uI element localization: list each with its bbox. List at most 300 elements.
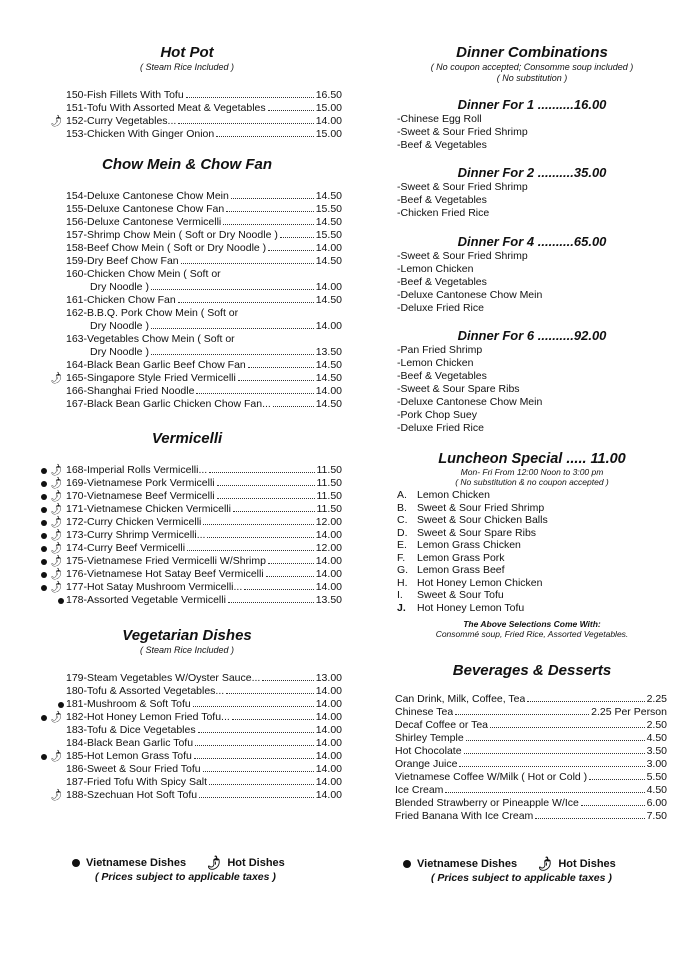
pepper-icon: 🌶︎ [204,853,224,873]
dot-leader [151,328,314,329]
item-name: 153-Chicken With Ginger Onion [66,128,215,140]
item-name: Blended Strawberry or Pineapple W/Ice [395,797,579,809]
dot-leader [244,589,313,590]
dot-leader [151,289,314,290]
menu-item [395,810,667,823]
menu-item [32,115,342,128]
item-name: 175-Vietnamese Fried Vermicelli W/Shrimp [66,555,266,567]
dot-icon [41,507,47,513]
item-name: Can Drink, Milk, Coffee, Tea [395,693,526,705]
vegetarian-list [32,672,342,802]
menu-item [32,529,342,542]
menu-item [32,242,342,255]
dot-leader [459,766,644,767]
item-name: 165-Singapore Style Fried Vermicelli [66,372,236,384]
item-name: Hot Chocolate [395,745,462,757]
menu-item [32,190,342,203]
item-letter: I. [397,589,403,601]
dot-leader [231,198,314,199]
vermicelli-title: Vermicelli [151,430,223,447]
pepper-icon: 🌶︎ [48,114,66,130]
dot-icon [41,520,47,526]
menu-item [32,750,342,763]
item-name: 169-Vietnamese Pork Vermicelli [66,477,215,489]
pepper-icon: 🌶︎ [48,749,66,765]
item-price: 7.50 [646,810,667,822]
item-name: 161-Chicken Chow Fan [66,294,176,306]
item-price: 6.00 [646,797,667,809]
menu-item [32,737,342,750]
combo-item: -Pork Chop Suey [397,409,477,421]
item-letter: D. [397,526,408,539]
item-name: Hot Honey Lemon Chicken [417,576,543,589]
luncheon-subtitle-2: ( No substitution & no coupon accepted ) [455,477,609,487]
vermicelli-list [32,464,342,607]
dot-icon [72,859,80,867]
menu-item [32,581,342,594]
item-name: 152-Curry Vegetables... [66,115,177,127]
item-letter: J. [397,601,406,614]
item-price: 14.00 [315,789,342,801]
menu-item [32,789,342,802]
dinner-for-4-title: Dinner For 4 ..........65.00 [457,234,607,249]
pepper-icon: 🌶︎ [48,788,66,804]
item-name: 179-Steam Vegetables W/Oyster Sauce... [66,672,261,684]
dot-leader [268,250,314,251]
pepper-icon: 🌶︎ [48,541,66,557]
legend-right [403,854,616,874]
item-price: 15.50 [315,229,342,241]
combo-item: -Deluxe Cantonese Chow Mein [397,289,543,301]
pepper-icon: 🌶︎ [48,580,66,596]
beverages-list [395,693,667,823]
pepper-icon: 🌶︎ [48,528,66,544]
menu-item [32,229,342,242]
menu-item [32,128,342,141]
luncheon-title: Luncheon Special ..... 11.00 [438,451,626,467]
dinner-for-1-title: Dinner For 1 ..........16.00 [457,97,607,112]
dot-leader [181,263,314,264]
combo-item: -Beef & Vegetables [397,370,487,382]
dot-icon [41,559,47,565]
item-price: 14.50 [315,398,342,410]
item-name: 188-Szechuan Hot Soft Tofu [66,789,198,801]
menu-item [32,255,342,268]
menu-item [395,784,667,797]
item-price: 11.50 [316,464,342,476]
menu-item [32,490,342,503]
item-name: 158-Beef Chow Mein ( Soft or Dry Noodle ) [66,242,267,254]
vegetarian-subtitle: ( Steam Rice Included ) [139,645,235,655]
item-name: 171-Vietnamese Chicken Vermicelli [66,503,231,515]
item-price: 15.00 [315,128,342,140]
menu-item [395,732,667,745]
dot-leader [199,797,314,798]
dinner-for-6-list [397,344,542,435]
dot-leader [194,758,314,759]
item-name: Sweet & Sour Chicken Balls [417,514,548,526]
item-price: 2.25 [646,693,667,705]
dot-leader [216,136,313,137]
dot-icon [41,546,47,552]
menu-item [32,216,342,229]
menu-item [32,555,342,568]
menu-item [32,477,342,490]
dot-leader [589,779,644,780]
dot-leader [209,784,314,785]
item-price: 14.50 [315,216,342,228]
menu-item [32,464,342,477]
item-letter: H. [397,576,408,589]
pepper-icon: 🌶︎ [48,502,66,518]
luncheon-list [397,489,548,614]
item-name: 159-Dry Beef Chow Fan [66,255,179,267]
dot-icon [403,860,411,868]
legend-left [72,853,285,873]
menu-item [32,724,342,737]
chow-mein-list [32,190,342,411]
item-price: 14.00 [315,724,342,736]
legend-vietnamese-label: Vietnamese Dishes [417,858,518,870]
item-marks [32,789,66,802]
item-name: 185-Hot Lemon Grass Tofu [66,750,192,762]
menu-item [395,693,667,706]
item-price: 2.25 Per Person [591,706,667,718]
item-name: Lemon Chicken [417,489,490,501]
item-price: 14.00 [315,555,342,567]
dot-leader [455,714,589,715]
item-name: Dry Noodle ) [90,346,149,358]
menu-item [32,268,342,281]
dot-icon [41,494,47,500]
item-price: 15.50 [315,203,342,215]
item-name: 164-Black Bean Garlic Beef Chow Fan [66,359,246,371]
item-price: 12.00 [315,516,342,528]
pepper-icon: 🌶︎ [48,371,66,387]
taxes-note-left: ( Prices subject to applicable taxes ) [95,871,276,883]
item-price: 2.50 [646,719,667,731]
menu-item [395,771,667,784]
menu-item [32,346,342,359]
item-name: 180-Tofu & Assorted Vegetables... [66,685,225,697]
dot-leader [198,732,314,733]
combo-item: -Deluxe Fried Rice [397,302,484,314]
item-price: 14.00 [315,698,342,710]
dot-leader [527,701,644,702]
item-name: 172-Curry Chicken Vermicelli [66,516,202,528]
item-name: Shirley Temple [395,732,464,744]
item-name: 182-Hot Honey Lemon Fried Tofu... [66,711,230,723]
pepper-icon: 🌶︎ [48,554,66,570]
item-price: 12.00 [315,542,342,554]
item-name: Decaf Coffee or Tea [395,719,489,731]
item-name: Chinese Tea [395,706,454,718]
dot-leader [464,753,645,754]
dot-leader [232,719,314,720]
item-name: Sweet & Sour Tofu [417,589,504,601]
dot-leader [209,472,314,473]
dot-leader [273,406,314,407]
menu-item [395,797,667,810]
item-price: 3.50 [646,745,667,757]
list-item [397,527,548,540]
item-price: 14.00 [315,737,342,749]
item-marks [32,750,66,763]
dot-leader [203,524,313,525]
combo-item: -Sweet & Sour Fried Shrimp [397,126,528,138]
menu-item [32,385,342,398]
item-price: 14.00 [315,385,342,397]
pepper-icon: 🌶︎ [48,710,66,726]
item-price: 14.50 [315,255,342,267]
item-price: 14.00 [315,711,342,723]
menu-item [32,763,342,776]
dot-leader [186,97,314,98]
combo-item: -Chicken Fried Rice [397,207,490,219]
legend-vietnamese-label: Vietnamese Dishes [86,857,187,869]
menu-item [395,719,667,732]
item-name: 173-Curry Shrimp Vermicelli... [66,529,206,541]
dot-leader [233,511,315,512]
list-item [397,514,548,527]
menu-item [32,568,342,581]
menu-item [395,758,667,771]
list-item [397,489,548,502]
hot-pot-title: Hot Pot [160,44,214,61]
dinner-for-4-list [397,250,542,315]
item-letter: A. [397,489,407,501]
item-name: 155-Deluxe Cantonese Chow Fan [66,203,225,215]
item-name: 151-Tofu With Assorted Meat & Vegetables [66,102,266,114]
beverages-title: Beverages & Desserts [452,662,612,679]
menu-item [32,516,342,529]
combo-item: -Sweet & Sour Spare Ribs [397,383,520,395]
item-marks [32,372,66,385]
combo-item: -Deluxe Cantonese Chow Mein [397,396,543,408]
item-letter: B. [397,501,407,514]
menu-item [32,685,342,698]
combo-item: -Deluxe Fried Rice [397,422,484,434]
dot-leader [217,485,315,486]
combo-item: -Lemon Chicken [397,357,474,369]
combo-item: -Lemon Chicken [397,263,474,275]
dot-leader [466,740,645,741]
item-letter: E. [397,539,407,551]
dot-leader [581,805,645,806]
menu-item [32,89,342,102]
combo-item: -Pan Fried Shrimp [397,344,483,356]
dot-leader [178,302,314,303]
item-name: 167-Black Bean Garlic Chicken Chow Fan... [66,398,271,410]
item-price: 13.00 [315,672,342,684]
menu-item [32,698,342,711]
dot-leader [151,354,314,355]
item-name: Lemon Grass Chicken [417,539,521,551]
dinner-subtitle-1: ( No coupon accepted; Consomme soup included ) [430,62,634,72]
list-item [397,564,548,577]
dinner-subtitle-2: ( No substitution ) [496,73,568,83]
combo-item: -Sweet & Sour Fried Shrimp [397,250,528,262]
list-item [397,539,548,552]
item-name: 170-Vietnamese Beef Vermicelli [66,490,215,502]
combo-item: -Beef & Vegetables [397,194,487,206]
menu-item [32,294,342,307]
dot-icon [41,481,47,487]
item-name: Dry Noodle ) [90,281,149,293]
item-name: 186-Sweet & Sour Fried Tofu [66,763,201,775]
item-price: 3.00 [646,758,667,770]
item-name: 184-Black Bean Garlic Tofu [66,737,194,749]
menu-item [32,542,342,555]
item-price: 11.50 [316,490,342,502]
item-price: 4.50 [646,784,667,796]
dot-leader [193,706,314,707]
menu-item [32,333,342,346]
item-name: 166-Shanghai Fried Noodle [66,385,195,397]
item-price: 14.50 [315,372,342,384]
dinner-for-1-list [397,113,528,152]
item-name: Lemon Grass Pork [417,551,505,564]
item-name: 150-Fish Fillets With Tofu [66,89,184,101]
item-name: 181-Mushroom & Soft Tofu [66,698,191,710]
item-price: 14.50 [315,294,342,306]
dot-leader [226,211,314,212]
item-price: 5.50 [646,771,667,783]
hot-pot-list [32,89,342,141]
item-price: 13.50 [315,594,342,606]
item-name: 176-Vietnamese Hot Satay Beef Vermicelli [66,568,264,580]
luncheon-note-2: Consommé soup, Fried Rice, Assorted Vegetables. [435,629,629,639]
item-name: 177-Hot Satay Mushroom Vermicelli... [66,581,243,593]
item-letter: C. [397,514,408,526]
dot-icon [41,715,47,721]
pepper-icon: 🌶︎ [48,476,66,492]
chow-mein-title: Chow Mein & Chow Fan [102,156,272,173]
dot-leader [217,498,315,499]
menu-item [32,594,342,607]
item-price: 15.00 [315,102,342,114]
pepper-icon: 🌶︎ [535,854,555,874]
item-price: 13.50 [315,346,342,358]
menu-item [32,320,342,333]
item-price: 14.00 [315,242,342,254]
menu-item [395,745,667,758]
item-name: 162-B.B.Q. Pork Chow Mein ( Soft or [66,307,239,319]
dot-icon [41,533,47,539]
dot-leader [266,576,314,577]
item-price: 11.50 [316,477,342,489]
dot-leader [203,771,314,772]
combo-item: -Beef & Vegetables [397,276,487,288]
luncheon-note-1: The Above Selections Come With: [463,619,601,629]
combo-item: -Beef & Vegetables [397,139,487,151]
item-name: Orange Juice [395,758,458,770]
menu-item [395,706,667,719]
list-item [397,602,548,615]
dot-leader [262,680,313,681]
pepper-icon: 🌶︎ [48,489,66,505]
item-price: 14.00 [315,320,342,332]
item-name: 154-Deluxe Cantonese Chow Mein [66,190,229,202]
item-marks [32,115,66,128]
dot-icon [58,598,64,604]
item-name: 163-Vegetables Chow Mein ( Soft or [66,333,235,345]
menu-item [32,203,342,216]
item-price: 14.00 [315,281,342,293]
item-name: Lemon Grass Beef [417,564,505,576]
item-name: Vietnamese Coffee W/Milk ( Hot or Cold ) [395,771,588,783]
dinner-for-2-list [397,181,528,220]
combo-item: -Sweet & Sour Fried Shrimp [397,181,528,193]
pepper-icon: 🌶︎ [48,567,66,583]
combo-item: -Chinese Egg Roll [397,113,482,125]
item-name: 160-Chicken Chow Mein ( Soft or [66,268,221,280]
item-price: 14.00 [315,750,342,762]
dot-icon [41,585,47,591]
dot-leader [223,224,313,225]
item-name: Dry Noodle ) [90,320,149,332]
menu-item [32,307,342,320]
item-name: 174-Curry Beef Vermicelli [66,542,186,554]
dot-leader [248,367,314,368]
dot-leader [490,727,645,728]
hot-pot-subtitle: ( Steam Rice Included ) [139,62,235,72]
item-price: 14.00 [315,685,342,697]
item-name: Hot Honey Lemon Tofu [417,601,525,614]
pepper-icon: 🌶︎ [48,515,66,531]
item-price: 4.50 [646,732,667,744]
item-price: 14.00 [315,776,342,788]
item-name: 156-Deluxe Cantonese Vermicelli [66,216,222,228]
dot-leader [268,563,314,564]
dot-icon [41,468,47,474]
item-name: Fried Banana With Ice Cream [395,810,534,822]
dinner-for-6-title: Dinner For 6 ..........92.00 [457,328,607,343]
item-name: 168-Imperial Rolls Vermicelli... [66,464,208,476]
item-letter: F. [397,551,406,564]
item-price: 16.50 [315,89,342,101]
dot-leader [195,745,314,746]
item-name: 178-Assorted Vegetable Vermicelli [66,594,226,606]
dot-leader [238,380,314,381]
menu-item [32,359,342,372]
menu-item [32,398,342,411]
item-marks [32,594,66,607]
dinner-title: Dinner Combinations [456,44,608,61]
legend-hot-label: Hot Dishes [558,858,616,870]
dot-leader [280,237,314,238]
dot-leader [268,110,314,111]
item-name: 157-Shrimp Chow Mein ( Soft or Dry Noodle ) [66,229,278,241]
item-name: Sweet & Sour Spare Ribs [417,526,537,539]
item-name: 183-Tofu & Dice Vegetables [66,724,196,736]
item-price: 14.00 [315,529,342,541]
taxes-note-right: ( Prices subject to applicable taxes ) [431,872,612,884]
dot-leader [226,693,314,694]
item-marks [32,711,66,724]
item-price: 14.00 [315,581,342,593]
vegetarian-title: Vegetarian Dishes [122,627,252,644]
dot-leader [187,550,314,551]
list-item [397,552,548,565]
menu-item [32,102,342,115]
list-item [397,589,548,602]
item-price: 14.00 [315,115,342,127]
dot-leader [535,818,644,819]
legend-hot-label: Hot Dishes [227,857,285,869]
list-item [397,502,548,515]
item-price: 14.00 [315,568,342,580]
